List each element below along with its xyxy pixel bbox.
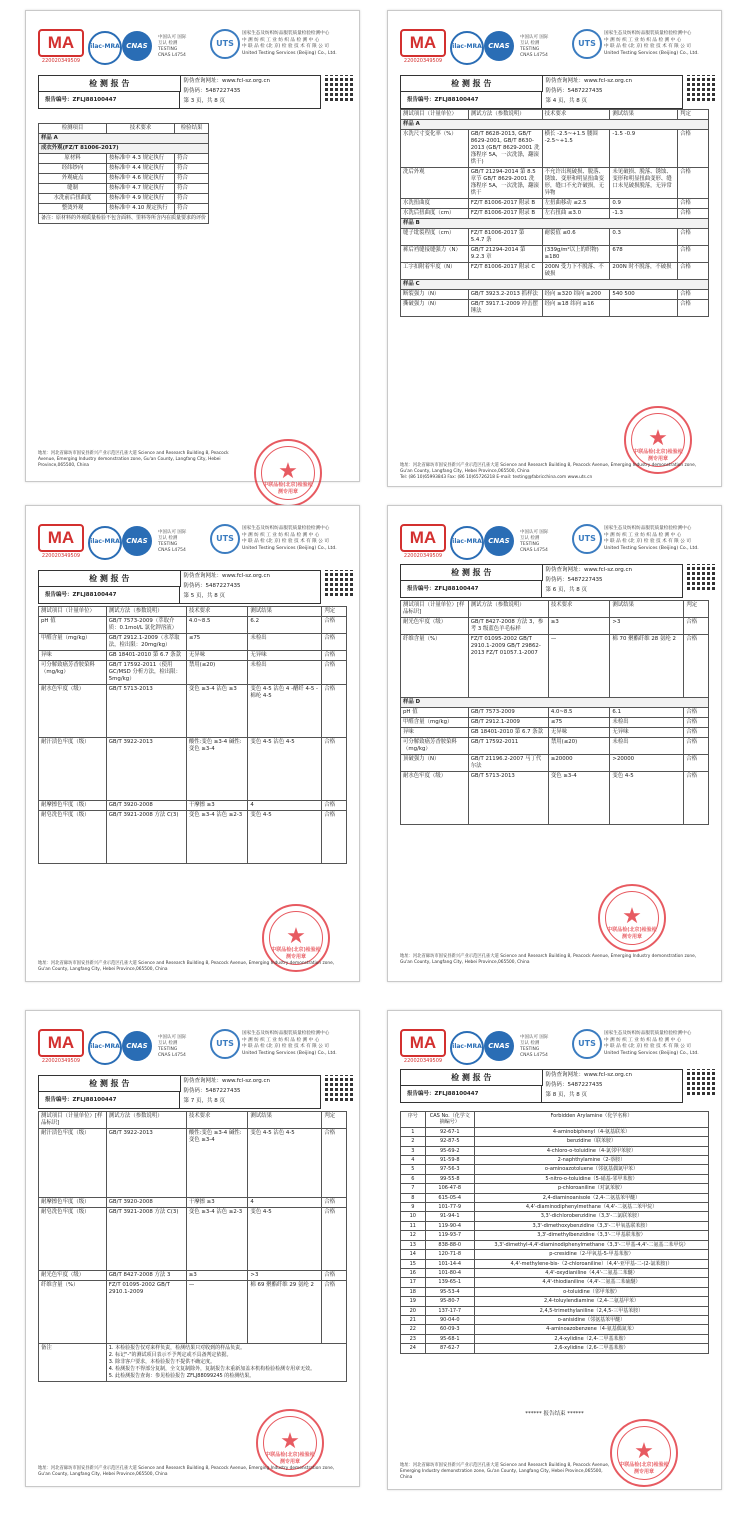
- ilac-mra-logo: ilac-MRA: [450, 31, 484, 65]
- table-row: 水洗扭曲度 FZ/T 81006-2017 附录 B 左扭曲移动 ≤2.5 0.9 合格: [401, 199, 709, 209]
- page-number: 第 3 页，共 8 页: [183, 98, 225, 104]
- table-row: 2 92-87-5 benzidine（联苯胺）: [401, 1137, 709, 1146]
- uts-logo: UTS: [210, 524, 238, 554]
- cnas-logo: CNAS: [484, 526, 514, 556]
- testing-mark: 中国认可 国际互认 检测 TESTING CNAS L4754: [158, 530, 187, 553]
- testing-mark: 中国认可 国际互认 检测 TESTING CNAS L4754: [158, 35, 187, 58]
- table-row: 工字扣附着牢度（N） FZ/T 81006-2017 附录 C 200N 受力下不脱落、不破损 200N 时不脱落，不破损 合格: [401, 263, 709, 280]
- report-header: 检 测 报 告 报告编号：ZFLJ88100447 防伪查询网址：www.fcl-sz.org.cn 防伪码：5487227435 第 8 页，共 8 页: [400, 1069, 683, 1103]
- table-row: 甲醛含量（mg/kg） GB/T 2912.1-2009（水萃取法，检出限：20mg/kg） ≤75 未检出 合格: [39, 634, 347, 651]
- results-table: 测试项目（计量单位） 测试方法（参数说明） 技术要求 测试结果 判定 样品 A 水洗尺寸变化率（%） GB/T 8628-2013, GB/T 8629-2001, GB/T 8630-2013 (GB/T 8629-2001 洗涤程序 5A，一次洗涤，翻滚烘干) 横长 -2.5~+1.5 腰围 -2.5~+1.5 -1.5 -0.9 合格 洗后外观 GB/T 21294-2014 第 8.5 章节 GB/T 8629-2001 洗涤程序 5A，一次洗涤，翻滚烘干 不允许出现破损、脱落、锈蚀、变形和明显扭曲变形，缝口不允许破损，无异物 未见破损、脱落、锈蚀、变形和明显扭曲变形、缝口未见破损脱落，无异常 合格 水洗扭曲度 FZ/T 81006-2017 附录 B 左扭曲移动 ≤2.5 0.9 合格 水洗后扭曲度（cm） FZ/T 81006-2017 附录 B 左右扭曲 ≤3.0 -1.3 合格 样品 B 缝子纰裂程度（cm） FZ/T 81006-2017 第 5.4.7 条 耐裂值 ≤0.6 0.3 合格 裤后裆缝接缝强力（N） GB/T 21294-2014 第 9.2.3 章 (339g/m²以上的织物) ≥180 678 合格 工字扣附着牢度（N） FZ/T 81006-2017 附录 C 200N 受力下不脱落、不破损 200N 时不脱落，不破损 合格 样品 C 断裂强力（N） GB/T 3923.2-2013 抓样法 经向 ≥320 纬向 ≥200 540 500 合格 撕破强力（N） GB/T 3917.1-2009 冲击摆锤法 经向 ≥18 纬向 ≥16 合格: [400, 109, 709, 317]
- table-row: 7 106-47-8 p-chloroaniline（对氯苯胺）: [401, 1184, 709, 1193]
- verify-code: 防伪码：5487227435: [183, 88, 241, 94]
- table-row: 经纬纱向 按标准中 4.4 规定执行 符合: [39, 164, 209, 174]
- qr-code: [325, 570, 353, 598]
- table-row: 耐汗渍色牢度（级） GB/T 3922-2013 酸性:变色 ≥3-4 碱性:变色 ≥3-4 变色 4-5 沾色 4-5 合格: [39, 738, 347, 801]
- table-row: 耐皂洗色牢度（级） GB/T 3921-2008 方法 C(3) 变色 ≥3-4 沾色 ≥2-3 变色 4-5 合格: [39, 811, 347, 864]
- logo-bar: [400, 1027, 730, 1067]
- report-header: 检 测 报 告 报告编号：ZFLJ88100447 防伪查询网址：www.fcl-sz.org.cn 防伪码：5487227435 第 7 页，共 8 页: [38, 1075, 321, 1109]
- logo-bar: [400, 522, 730, 562]
- ilac-mra-logo: ilac-MRA: [450, 526, 484, 560]
- table-row: 缝子纰裂程度（cm） FZ/T 81006-2017 第 5.4.7 条 耐裂值 ≤0.6 0.3 合格: [401, 229, 709, 246]
- table-row: 16 101-80-4 4,4'-oxydianiline（4,4'-二氨基二苯醚）: [401, 1268, 709, 1277]
- official-stamp: ★ 中联品检(北京)检验检测专用章: [624, 406, 692, 474]
- footer: 地址：河北省廊坊市固安县新兴产业示范区孔雀大道 Science and Research Building 8, Peacock Avenue, Emerging Industry demonstration zone, Gu'an County, Langfang City, Hebei Province,065500, China: [38, 451, 229, 468]
- ilac-mra-logo: ilac-MRA: [88, 1031, 122, 1065]
- page-number: 第 8 页，共 8 页: [545, 1092, 587, 1098]
- table-row: 耐汗渍色牢度（级） GB/T 3922-2013 酸性:变色 ≥3-4 碱性:变色 ≥3-4 变色 4-5 沾色 4-5 合格: [39, 1129, 347, 1198]
- footer: 地址：河北省廊坊市固安县新兴产业示范区孔雀大道 Science and Research Building 8, Peacock Avenue, Emerging Industry demonstration zone, Gu'an County, Langfang City, Hebei Province,065500, China: [400, 954, 697, 965]
- ma-logo: MA 220020349509: [400, 524, 446, 560]
- table-row: 18 95-53-4 o-toluidine（邻甲苯胺）: [401, 1287, 709, 1296]
- page-number: 第 4 页，共 8 页: [545, 98, 587, 104]
- org-name: 国家生态及纺织纺品服装质量检验检测中心 中 测 纺 织 工 业 纺 织 品 检 测 中 心 中 联 品 检 (北 京) 检 验 技 术 有 限 公 司 United Testing Services (Beijing) Co., Ltd.: [242, 1031, 337, 1056]
- org-name: 国家生态及纺织纺品服装质量检验检测中心 中 测 纺 织 工 业 纺 织 品 检 测 中 心 中 联 品 检 (北 京) 检 验 技 术 有 限 公 司 United Testing Services (Beijing) Co., Ltd.: [604, 1031, 699, 1056]
- table-row: 17 139-65-1 4,4'-thiodianiline（4,4'-二氨基二苯硫醚）: [401, 1278, 709, 1287]
- ilac-mra-logo: ilac-MRA: [88, 31, 122, 65]
- table-row: 水洗后扭曲度（cm） FZ/T 81006-2017 附录 B 左右扭曲 ≤3.0 -1.3 合格: [401, 209, 709, 219]
- footer: 地址：河北省廊坊市固安县新兴产业示范区孔雀大道 Science and Research Building 8, Peacock Avenue, Emerging Industry demonstration zone, Gu'an County, Langfang City, Hebei Province,065500, China: [38, 1466, 335, 1477]
- remark: 备注：原材料的外观质量检验不包含面料、里料等所含内在质量要求的评价: [39, 214, 209, 224]
- arylamine-table: 序号 CAS No.（化学文摘编号） Forbidden Arylamine（化学名称） 1 92-67-1 4-aminobiphenyl（4-氨基联苯） 2 92-87-5 benzidine（联苯胺） 3 95-69-2 4-chloro-o-toluidine（4-氯邻甲苯胺） 4 91-59-8 2-naphthylamine（2-萘胺） 5 97-56-3 o-aminoazotoluene（邻氨基偶氮甲苯） 6 99-55-8 5-nitro-o-toluidine（5-硝基-邻甲苯胺） 7 106-47-8 p-chloroaniline（对氯苯胺） 8 615-05-4 2,4-diaminoanisole（2,4-二氨基苯甲醚） 9 101-77-9 4,4'-diaminodiphenylmethane（4,4'-二氨基二苯甲烷） 10 91-94-1 3,3'-dichlorobenzidine（3,3'-二氯联苯胺） 11 119-90-4 3,3'-dimethoxybenzidine（3,3'-二甲氧基联苯胺） 12 119-93-7 3,3'-dimethylbenzidine（3,3'-二甲基联苯胺） 13 838-88-0 3,3'-dimethyl-4,4'-diaminodiphenylmethane（3,3'-二甲基-4,4'-二氨基二苯甲烷） 14 120-71-8 p-cresidine（2-甲氧基-5-甲基苯胺） 15 101-14-4 4,4'-methylene-bis-（2-chloroaniline）（4,4'-亚甲基-二-(2-氯苯胺)） 16 101-80-4 4,4'-oxydianiline（4,4'-二氨基二苯醚） 17 139-65-1 4,4'-thiodianiline（4,4'-二氨基二苯硫醚） 18 95-53-4 o-toluidine（邻甲苯胺） 19 95-80-7 2,4-toluylendiamine（2,4-二氨基甲苯） 20 137-17-7 2,4,5-trimethylaniline（2,4,5-三甲基苯胺） 21 90-04-0 o-anisidine（邻氨基苯甲醚） 22 60-09-3 4-aminoazobenzene（4-氨基偶氮苯） 23 95-68-1 2,4-xylidine（2,4-二甲基苯胺） 24 87-62-7 2,6-xylidine（2,6-二甲基苯胺）: [400, 1111, 709, 1354]
- official-stamp: ★ 中联品检(北京)检验检测专用章: [262, 904, 330, 972]
- logo-bar: [38, 522, 368, 562]
- org-name: 国家生态及纺织纺品服装质量检验检测中心 中 测 纺 织 工 业 纺 织 品 检 测 中 心 中 联 品 检 (北 京) 检 验 技 术 有 限 公 司 United Testing Services (Beijing) Co., Ltd.: [242, 31, 337, 56]
- ma-logo: MA 220020349509: [400, 1029, 446, 1065]
- page-number: 第 7 页，共 8 页: [183, 1098, 225, 1104]
- table-row: 水洗尺寸变化率（%） GB/T 8628-2013, GB/T 8629-2001, GB/T 8630-2013 (GB/T 8629-2001 洗涤程序 5A，一次洗涤，翻滚烘干) 横长 -2.5~+1.5 腰围 -2.5~+1.5 -1.5 -0.9 合格: [401, 130, 709, 168]
- verify-website: 防伪查询网址：www.fcl-sz.org.cn: [183, 78, 270, 84]
- table-row: 耐摩擦色牢度（级） GB/T 3920-2008 干摩擦 ≥3 4 合格: [39, 801, 347, 811]
- table-row: 8 615-05-4 2,4-diaminoanisole（2,4-二氨基苯甲醚）: [401, 1193, 709, 1202]
- table-row: 原材料 按标准中 4.3 规定执行 符合: [39, 154, 209, 164]
- ma-logo: MA 220020349509: [38, 524, 84, 560]
- table-row: 1 92-67-1 4-aminobiphenyl（4-氨基联苯）: [401, 1127, 709, 1136]
- uts-logo: UTS: [210, 29, 238, 59]
- qr-code: [687, 75, 715, 103]
- results-table: 测试项目（计量单位）[样品标识] 测试方法（参数说明） 技术要求 测试结果 判定 耐光色牢度（级） GB/T 8427-2008 方法 3，参考 3 级蓝色羊毛标样 ≥3 >3 合格 纤维含量（%） FZ/T 01095-2002 GB/T 2910.1-2009 GB/T 29862-2013 FZ/T 01057.1-2007 — 棉 70 聚酯纤维 28 氨纶 2 合格 样品 D pH 值 GB/T 7573-2009 4.0~8.5 6.1 合格 甲醛含量（mg/kg） GB/T 2912.1-2009 ≤75 未检出 合格 异味 GB 18401-2010 第 6.7 条款 无异味 无异味 合格 可分解致癌芳香胺染料（mg/kg） GB/T 17592-2011 禁用(≤20) 未检出 合格 顶破强力（N） GB/T 21196.2-2007 马丁代尔法 ≥20000 >20000 合格 耐水色牢度（级） GB/T 5713-2013 变色 ≥3-4 变色 4-5 合格: [400, 600, 709, 825]
- report-page-7: [25, 1010, 360, 1487]
- results-table: 测试项目（计量单位） 测试方法（参数说明） 技术要求 测试结果 判定 pH 值 GB/T 7573-2009（萃取介质：0.1mol/L 氯化钾溶液） 4.0~8.5 6.2 合格 甲醛含量（mg/kg） GB/T 2912.1-2009（水萃取法，检出限：20mg/kg） ≤75 未检出 合格 异味 GB 18401-2010 第 6.7 条款 无异味 无异味 合格 可分解致癌芳香胺染料（mg/kg） GB/T 17592-2011（使用 GC/MSD 分析方法，检出限：5mg/kg） 禁用(≤20) 未检出 合格 耐水色牢度（级） GB/T 5713-2013 变色 ≥3-4 沾色 ≥3 变色 4-5 沾色 4 -醋纤 4-5 -棉纶 4-5 合格 耐汗渍色牢度（级） GB/T 3922-2013 酸性:变色 ≥3-4 碱性:变色 ≥3-4 变色 4-5 沾色 4-5 合格 耐摩擦色牢度（级） GB/T 3920-2008 干摩擦 ≥3 4 合格 耐皂洗色牢度（级） GB/T 3921-2008 方法 C(3) 变色 ≥3-4 沾色 ≥2-3 变色 4-5 合格: [38, 606, 347, 864]
- table-row: pH 值 GB/T 7573-2009 4.0~8.5 6.1 合格: [401, 708, 709, 718]
- report-header: 检 测 报 告 报告编号：ZFLJ88100447 防伪查询网址：www.fcl-sz.org.cn 防伪码：5487227435 第 5 页，共 8 页: [38, 570, 321, 604]
- testing-mark: 中国认可 国际互认 检测 TESTING CNAS L4754: [520, 530, 549, 553]
- table-row: 耐光色牢度（级） GB/T 8427-2008 方法 3 ≥3 >3 合格: [39, 1271, 347, 1281]
- table-row: 异味 GB 18401-2010 第 6.7 条款 无异味 无异味 合格: [401, 728, 709, 738]
- results-table: 检测项目 技术要求 检验结果 样品 A 成衣外观(FZ/T 81006-2017) 原材料 按标准中 4.3 规定执行 符合 经纬纱向 按标准中 4.4 规定执行 符合 外观疵点 按标准中 4.6 规定执行 符合 缝制 按标准中 4.7 规定执行 符合 水洗前后扭曲度 按标准中 4.9 规定执行 符合 整烫外观 按标准中 4.10 规定执行 符合 备注：原材料的外观质量检验不包含面料、里料等所含内在质量要求的评价: [38, 123, 209, 224]
- cnas-logo: CNAS: [122, 1031, 152, 1061]
- footer: 地址：河北省廊坊市固安县新兴产业示范区孔雀大道 Science and Research Building 8, Peacock Avenue, Emerging Industry demonstration zone, Gu'an County, Langfang City, Hebei Province,065500, China: [38, 961, 335, 972]
- org-name: 国家生态及纺织纺品服装质量检验检测中心 中 测 纺 织 工 业 纺 织 品 检 测 中 心 中 联 品 检 (北 京) 检 验 技 术 有 限 公 司 United Testing Services (Beijing) Co., Ltd.: [604, 526, 699, 551]
- testing-mark: 中国认可 国际互认 检测 TESTING CNAS L4754: [158, 1035, 187, 1058]
- table-row: 可分解致癌芳香胺染料（mg/kg） GB/T 17592-2011（使用 GC/MSD 分析方法，检出限：5mg/kg） 禁用(≤20) 未检出 合格: [39, 661, 347, 685]
- table-row: 10 91-94-1 3,3'-dichlorobenzidine（3,3'-二氯联苯胺）: [401, 1212, 709, 1221]
- ma-logo: MA 220020349509: [38, 29, 84, 65]
- table-row: 3 95-69-2 4-chloro-o-toluidine（4-氯邻甲苯胺）: [401, 1146, 709, 1155]
- table-row: 12 119-93-7 3,3'-dimethylbenzidine（3,3'-二甲基联苯胺）: [401, 1231, 709, 1240]
- report-page-3: [25, 10, 360, 495]
- report-header: 检 测 报 告 报告编号：ZFLJ88100447 防伪查询网址：www.fcl-sz.org.cn 防伪码：5487227435 第 4 页，共 8 页: [400, 75, 683, 109]
- table-row: 24 87-62-7 2,6-xylidine（2,6-二甲基苯胺）: [401, 1344, 709, 1353]
- uts-logo: UTS: [572, 1029, 600, 1059]
- logo-bar: [38, 1027, 368, 1067]
- qr-code: [687, 564, 715, 592]
- table-row: 15 101-14-4 4,4'-methylene-bis-（2-chloroaniline）（4,4'-亚甲基-二-(2-氯苯胺)）: [401, 1259, 709, 1268]
- table-row: 整烫外观 按标准中 4.10 规定执行 符合: [39, 204, 209, 214]
- logo-bar: [400, 27, 730, 67]
- report-number: 报告编号：ZFLJ88100447: [39, 92, 180, 108]
- report-header: 检 测 报 告 报告编号：ZFLJ88100447 防伪查询网址：www.fcl-sz.org.cn 防伪码：5487227435 第 6 页，共 8 页: [400, 564, 683, 598]
- results-table: 测试项目（计量单位）[样品标识] 测试方法（参数说明） 技术要求 测试结果 判定 耐汗渍色牢度（级） GB/T 3922-2013 酸性:变色 ≥3-4 碱性:变色 ≥3-4 变色 4-5 沾色 4-5 合格 耐摩擦色牢度（级） GB/T 3920-2008 干摩擦 ≥3 4 合格 耐皂洗色牢度（级） GB/T 3921-2008 方法 C(3) 变色 ≥3-4 沾色 ≥2-3 变色 4-5 合格 耐光色牢度（级） GB/T 8427-2008 方法 3 ≥3 >3 合格 纤维含量（%） FZ/T 01095-2002 GB/T 2910.1-2009 — 棉 69 聚酯纤维 29 氨纶 2 合格 备注 1. 本检验报告仅对来样负责，检测结果只对收到的样品负责。 2. 标记"-"的测试项目表示不予判定或不具备判定依据。 3. 除非客户要求，本检验报告不提供不确定度。 4. 检测报告不得部分复制，全文复制除外，复制报告未重新加盖本机构检验检测专用章无效。 5. 此检测报告查询：参见检验报告 ZFLJ88099245 的检测结果。: [38, 1111, 347, 1382]
- footer: 地址：河北省廊坊市固安县新兴产业示范区孔雀大道 Science and Research Building 8, Peacock Avenue, Emerging Industry demonstration zone, Gu'an County, Langfang City, Hebei Province,065500, China: [400, 1463, 610, 1480]
- uts-logo: UTS: [210, 1029, 238, 1059]
- qr-code: [325, 75, 353, 103]
- report-title: 检 测 报 告: [39, 76, 181, 92]
- table-row: pH 值 GB/T 7573-2009（萃取介质：0.1mol/L 氯化钾溶液） 4.0~8.5 6.2 合格: [39, 617, 347, 634]
- table-row: 13 838-88-0 3,3'-dimethyl-4,4'-diaminodiphenylmethane（3,3'-二甲基-4,4'-二氨基二苯甲烷）: [401, 1240, 709, 1249]
- table-row: 耐水色牢度（级） GB/T 5713-2013 变色 ≥3-4 沾色 ≥3 变色 4-5 沾色 4 -醋纤 4-5 -棉纶 4-5 合格: [39, 685, 347, 738]
- sample-heading: 样品 A: [39, 134, 209, 144]
- standard-heading: 成衣外观(FZ/T 81006-2017): [39, 144, 209, 154]
- official-stamp: ★ 中联品检(北京)检验检测专用章: [254, 439, 322, 507]
- table-row: 6 99-55-8 5-nitro-o-toluidine（5-硝基-邻甲苯胺）: [401, 1174, 709, 1183]
- official-stamp: ★ 中联品检(北京)检验检测专用章: [610, 1419, 678, 1487]
- footer: 地址：河北省廊坊市固安县新兴产业示范区孔雀大道 Science and Research Building 8, Peacock Avenue, Emerging Industry demonstration zone, Gu'an County, Langfang City, Hebei Province,065500, China Tel: (86 10)65993843 Fax: (86 10)65726218 E-mail: testing@fabricchina.com www.uts.cn: [400, 463, 697, 480]
- report-page-4: [387, 10, 722, 487]
- testing-mark: 中国认可 国际互认 检测 TESTING CNAS L4754: [520, 1035, 549, 1058]
- table-row: 水洗前后扭曲度 按标准中 4.9 规定执行 符合: [39, 194, 209, 204]
- table-row: 21 90-04-0 o-anisidine（邻氨基苯甲醚）: [401, 1315, 709, 1324]
- table-row: 异味 GB 18401-2010 第 6.7 条款 无异味 无异味 合格: [39, 651, 347, 661]
- table-row: 19 95-80-7 2,4-toluylendiamine（2,4-二氨基甲苯）: [401, 1297, 709, 1306]
- ilac-mra-logo: ilac-MRA: [88, 526, 122, 560]
- table-row: 耐摩擦色牢度（级） GB/T 3920-2008 干摩擦 ≥3 4 合格: [39, 1198, 347, 1208]
- table-row: 23 95-68-1 2,4-xylidine（2,4-二甲基苯胺）: [401, 1334, 709, 1343]
- table-row: 14 120-71-8 p-cresidine（2-甲氧基-5-甲基苯胺）: [401, 1250, 709, 1259]
- report-header: [38, 75, 321, 109]
- ma-logo: MA 220020349509: [38, 1029, 84, 1065]
- report-page-5: [25, 505, 360, 982]
- logo-bar: [38, 27, 368, 67]
- table-row: 裤后裆缝接缝强力（N） GB/T 21294-2014 第 9.2.3 章 (339g/m²以上的织物) ≥180 678 合格: [401, 246, 709, 263]
- uts-logo: UTS: [572, 29, 600, 59]
- table-row: 撕破强力（N） GB/T 3917.1-2009 冲击摆锤法 经向 ≥18 纬向 ≥16 合格: [401, 300, 709, 317]
- cnas-logo: CNAS: [484, 31, 514, 61]
- table-row: 甲醛含量（mg/kg） GB/T 2912.1-2009 ≤75 未检出 合格: [401, 718, 709, 728]
- cnas-logo: CNAS: [484, 1031, 514, 1061]
- org-name: 国家生态及纺织纺品服装质量检验检测中心 中 测 纺 织 工 业 纺 织 品 检 测 中 心 中 联 品 检 (北 京) 检 验 技 术 有 限 公 司 United Testing Services (Beijing) Co., Ltd.: [604, 31, 699, 56]
- cnas-logo: CNAS: [122, 31, 152, 61]
- table-row: 可分解致癌芳香胺染料（mg/kg） GB/T 17592-2011 禁用(≤20) 未检出 合格: [401, 738, 709, 755]
- uts-logo: UTS: [572, 524, 600, 554]
- table-row: 耐光色牢度（级） GB/T 8427-2008 方法 3，参考 3 级蓝色羊毛标样 ≥3 >3 合格: [401, 618, 709, 635]
- table-row: 断裂强力（N） GB/T 3923.2-2013 抓样法 经向 ≥320 纬向 ≥200 540 500 合格: [401, 290, 709, 300]
- table-row: 5 97-56-3 o-aminoazotoluene（邻氨基偶氮甲苯）: [401, 1165, 709, 1174]
- table-row: 22 60-09-3 4-aminoazobenzene（4-氨基偶氮苯）: [401, 1325, 709, 1334]
- qr-code: [325, 1075, 353, 1103]
- table-row: 4 91-59-8 2-naphthylamine（2-萘胺）: [401, 1156, 709, 1165]
- cnas-logo: CNAS: [122, 526, 152, 556]
- ilac-mra-logo: ilac-MRA: [450, 1031, 484, 1065]
- table-row: 缝制 按标准中 4.7 规定执行 符合: [39, 184, 209, 194]
- report-page-8: [387, 1010, 722, 1490]
- table-row: 纤维含量（%） FZ/T 01095-2002 GB/T 2910.1-2009 GB/T 29862-2013 FZ/T 01057.1-2007 — 棉 70 聚酯纤维 28 氨纶 2 合格: [401, 635, 709, 698]
- table-row: 20 137-17-7 2,4,5-trimethylaniline（2,4,5-三甲基苯胺）: [401, 1306, 709, 1315]
- table-row: 外观疵点 按标准中 4.6 规定执行 符合: [39, 174, 209, 184]
- table-row: 顶破强力（N） GB/T 21196.2-2007 马丁代尔法 ≥20000 >20000 合格: [401, 755, 709, 772]
- ma-logo: MA 220020349509: [400, 29, 446, 65]
- table-row: 耐水色牢度（级） GB/T 5713-2013 变色 ≥3-4 变色 4-5 合格: [401, 772, 709, 825]
- qr-code: [687, 1069, 715, 1097]
- official-stamp: ★ 中联品检(北京)检验检测专用章: [256, 1409, 324, 1477]
- table-row: 9 101-77-9 4,4'-diaminodiphenylmethane（4,4'-二氨基二苯甲烷）: [401, 1203, 709, 1212]
- report-page-6: [387, 505, 722, 982]
- page-number: 第 5 页，共 8 页: [183, 593, 225, 599]
- testing-mark: 中国认可 国际互认 检测 TESTING CNAS L4754: [520, 35, 549, 58]
- official-stamp: ★ 中联品检(北京)检验检测专用章: [598, 884, 666, 952]
- table-row: 纤维含量（%） FZ/T 01095-2002 GB/T 2910.1-2009 — 棉 69 聚酯纤维 29 氨纶 2 合格: [39, 1281, 347, 1344]
- page-number: 第 6 页，共 8 页: [545, 587, 587, 593]
- table-row: 洗后外观 GB/T 21294-2014 第 8.5 章节 GB/T 8629-2001 洗涤程序 5A，一次洗涤，翻滚烘干 不允许出现破损、脱落、锈蚀、变形和明显扭曲变形，缝口不允许破损，无异物 未见破损、脱落、锈蚀、变形和明显扭曲变形、缝口未见破损脱落，无异常 合格: [401, 168, 709, 199]
- report-end: ****** 报告结束 ******: [525, 1411, 584, 1417]
- org-name: 国家生态及纺织纺品服装质量检验检测中心 中 测 纺 织 工 业 纺 织 品 检 测 中 心 中 联 品 检 (北 京) 检 验 技 术 有 限 公 司 United Testing Services (Beijing) Co., Ltd.: [242, 526, 337, 551]
- table-row: 11 119-90-4 3,3'-dimethoxybenzidine（3,3'-二甲氧基联苯胺）: [401, 1221, 709, 1230]
- table-row: 耐皂洗色牢度（级） GB/T 3921-2008 方法 C(3) 变色 ≥3-4 沾色 ≥2-3 变色 4-5 合格: [39, 1208, 347, 1271]
- remarks-row: 备注 1. 本检验报告仅对来样负责，检测结果只对收到的样品负责。 2. 标记"-"的测试项目表示不予判定或不具备判定依据。 3. 除非客户要求，本检验报告不提供不确定度。 4. 检测报告不得部分复制，全文复制除外，复制报告未重新加盖本机构检验检测专用章无效。 5. 此检测报告查询：参见检验报告 ZFLJ88099245 的检测结果。: [39, 1344, 347, 1382]
